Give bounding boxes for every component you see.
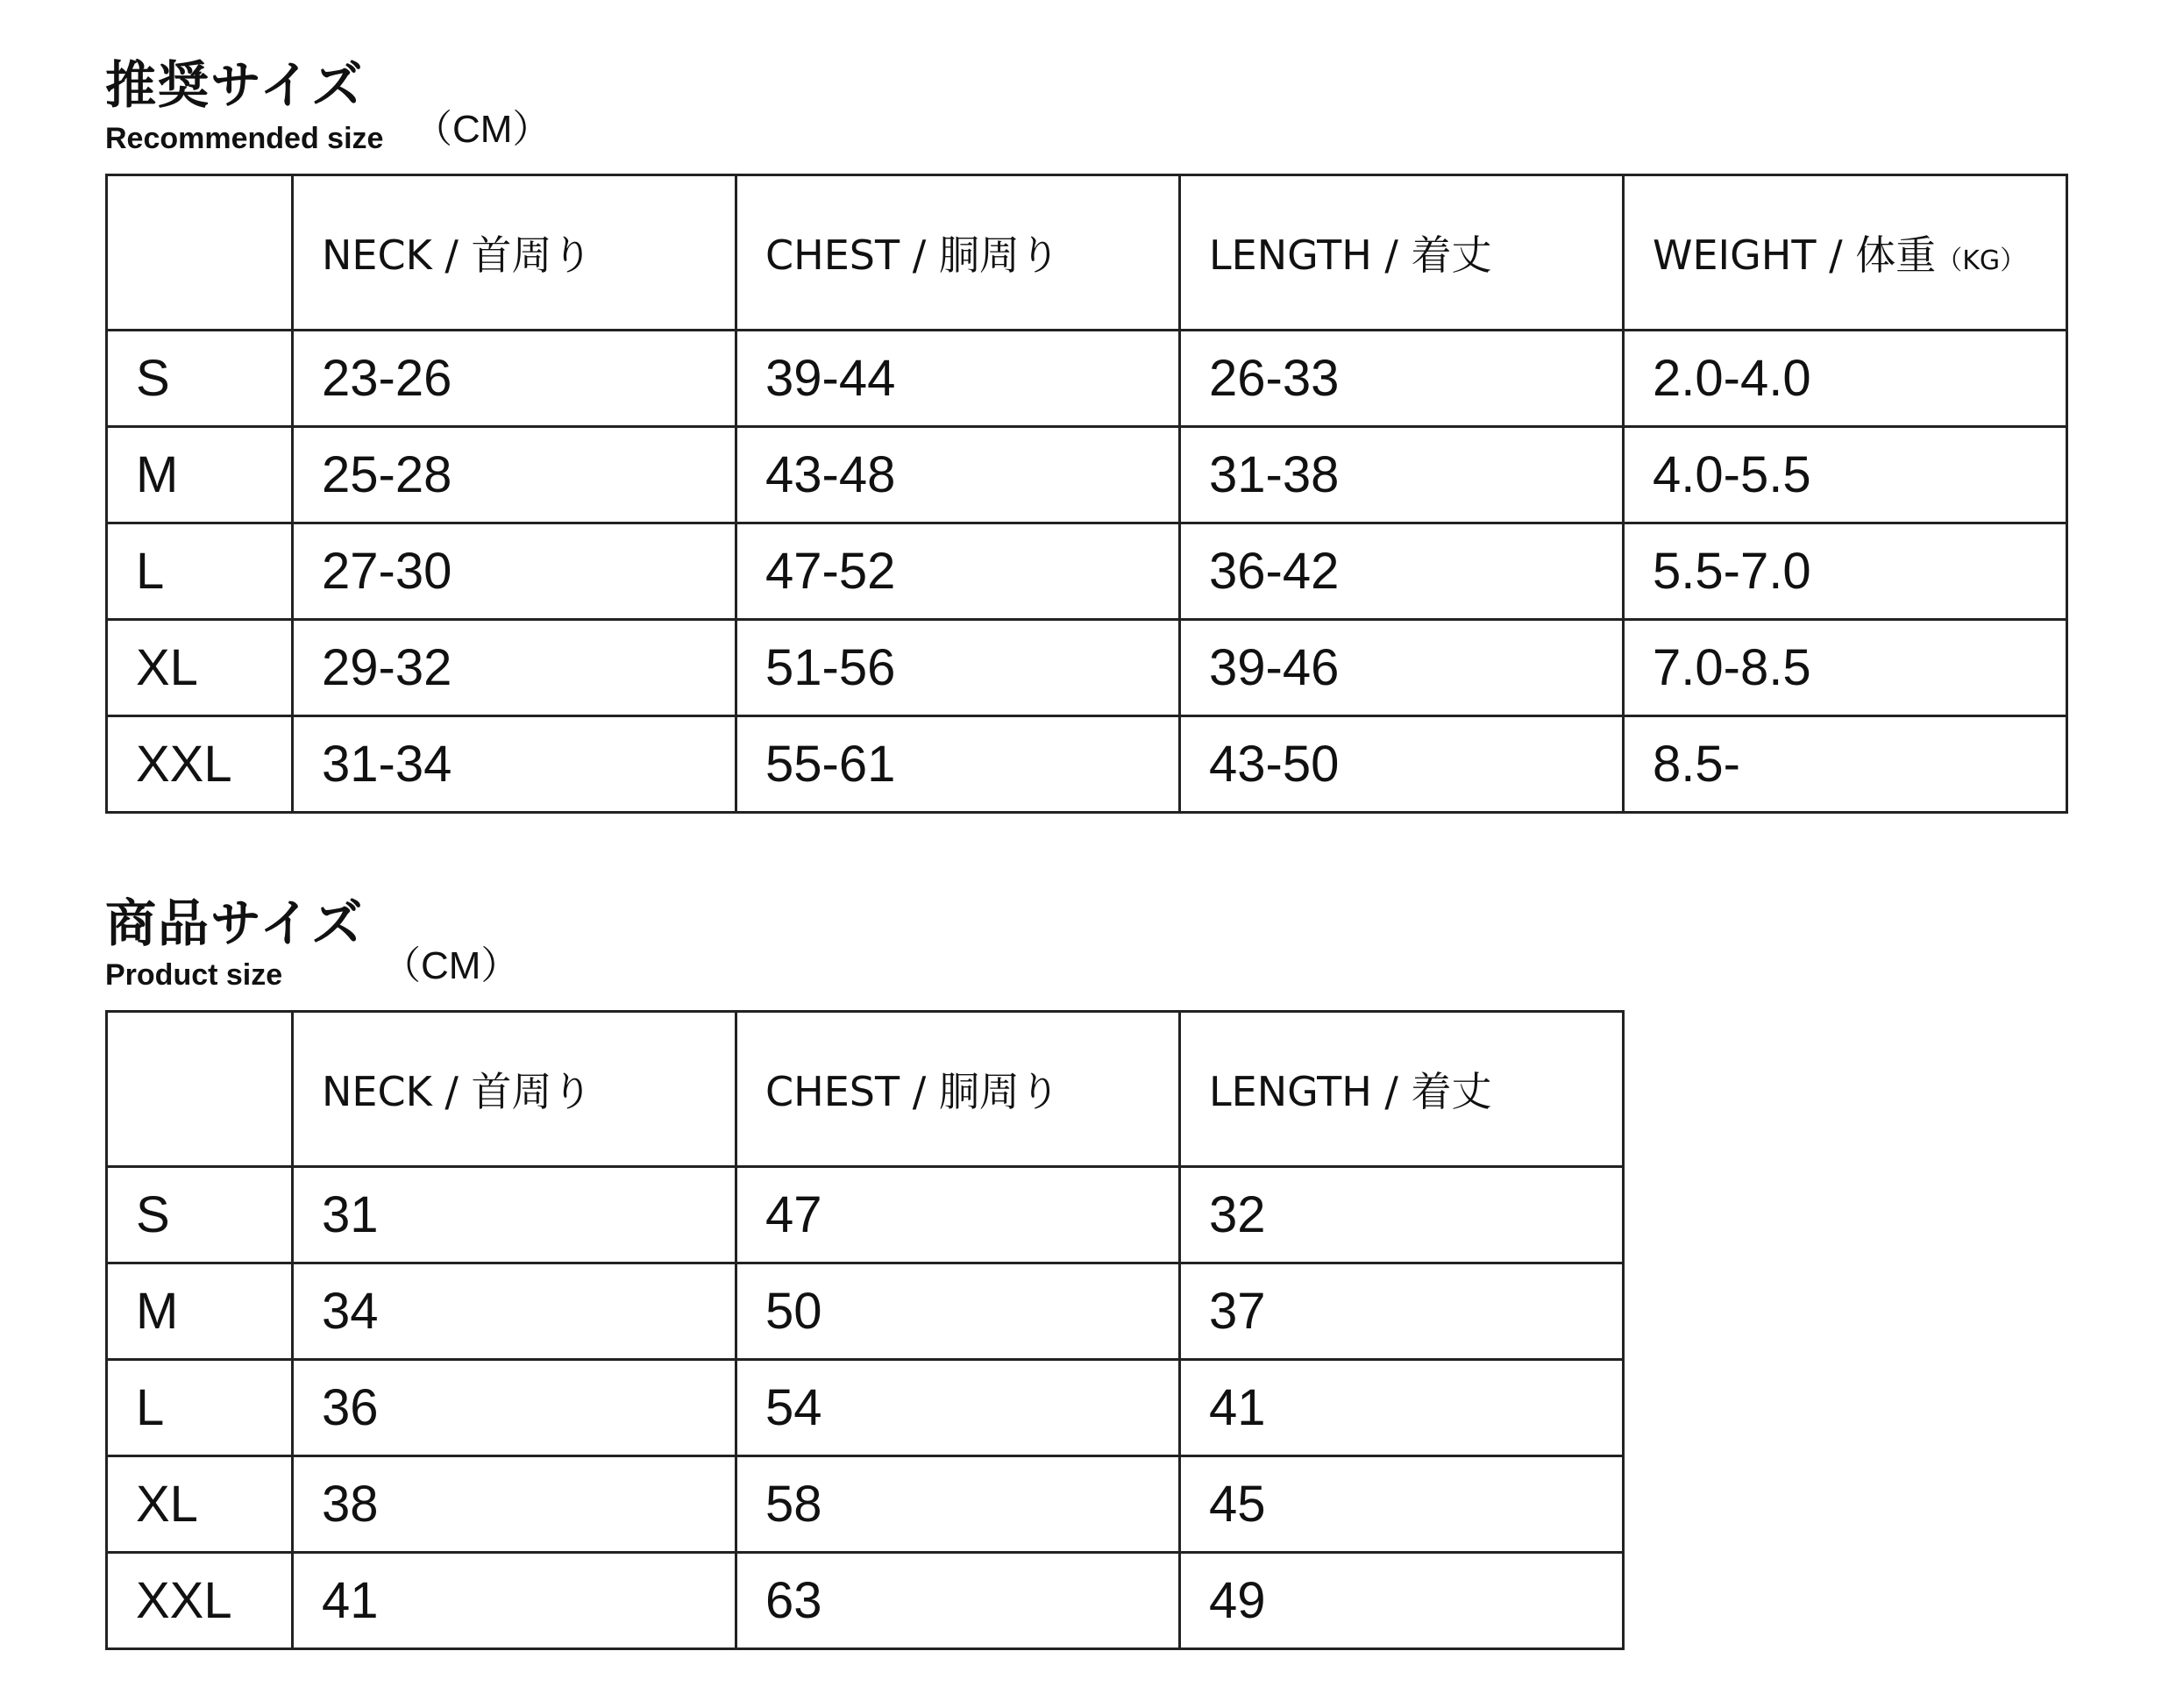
product-subtitle: Product size [105, 958, 283, 992]
neck-value: 23-26 [293, 331, 736, 427]
recommended-unit: （CM） [414, 108, 551, 151]
weight-value: 7.0-8.5 [1624, 620, 2067, 716]
size-label: XL [107, 620, 293, 716]
recommended-title: 推奨サイズ [105, 55, 365, 115]
recommended-size-table [105, 174, 2068, 814]
product-unit: （CM） [382, 944, 520, 987]
header-neck: NECK / 首周り [293, 1012, 736, 1167]
length-value: 45 [1180, 1456, 1624, 1553]
size-label: XXL [107, 716, 293, 813]
neck-value: 27-30 [293, 523, 736, 620]
chest-value: 63 [736, 1553, 1180, 1649]
table-row [107, 1360, 1624, 1456]
neck-value: 36 [293, 1360, 736, 1456]
size-label: L [107, 1360, 293, 1456]
length-value: 31-38 [1180, 427, 1624, 523]
neck-value: 25-28 [293, 427, 736, 523]
table-header-row [107, 1012, 1624, 1167]
length-value: 32 [1180, 1167, 1624, 1263]
table-row [107, 1167, 1624, 1263]
neck-value: 34 [293, 1263, 736, 1360]
neck-value: 31-34 [293, 716, 736, 813]
table-row [107, 1456, 1624, 1553]
length-value: 41 [1180, 1360, 1624, 1456]
length-value: 36-42 [1180, 523, 1624, 620]
weight-value: 8.5- [1624, 716, 2067, 813]
table-row [107, 1263, 1624, 1360]
length-value: 26-33 [1180, 331, 1624, 427]
header-chest: CHEST / 胴周り [736, 175, 1180, 331]
chest-value: 39-44 [736, 331, 1180, 427]
neck-value: 31 [293, 1167, 736, 1263]
table-header-row [107, 175, 2067, 331]
table-row [107, 620, 2067, 716]
neck-value: 38 [293, 1456, 736, 1553]
header-weight-label: WEIGHT / 体重 [1653, 231, 1937, 279]
chest-value: 47-52 [736, 523, 1180, 620]
weight-value: 2.0-4.0 [1624, 331, 2067, 427]
size-label: XXL [107, 1553, 293, 1649]
recommended-subtitle: Recommended size [105, 122, 384, 155]
header-cell-empty [107, 1012, 293, 1167]
header-weight-unit: （KG） [1936, 246, 2027, 276]
chest-value: 54 [736, 1360, 1180, 1456]
neck-value: 29-32 [293, 620, 736, 716]
size-label: M [107, 1263, 293, 1360]
size-label: L [107, 523, 293, 620]
length-value: 37 [1180, 1263, 1624, 1360]
size-label: S [107, 331, 293, 427]
table-row [107, 523, 2067, 620]
size-label: M [107, 427, 293, 523]
size-label: XL [107, 1456, 293, 1553]
weight-value: 5.5-7.0 [1624, 523, 2067, 620]
table-row [107, 716, 2067, 813]
header-chest: CHEST / 胴周り [736, 1012, 1180, 1167]
size-label: S [107, 1167, 293, 1263]
length-value: 49 [1180, 1553, 1624, 1649]
chest-value: 51-56 [736, 620, 1180, 716]
chest-value: 50 [736, 1263, 1180, 1360]
chest-value: 47 [736, 1167, 1180, 1263]
header-length: LENGTH / 着丈 [1180, 175, 1624, 331]
header-cell-empty [107, 175, 293, 331]
header-neck: NECK / 首周り [293, 175, 736, 331]
length-value: 43-50 [1180, 716, 1624, 813]
table-row [107, 331, 2067, 427]
neck-value: 41 [293, 1553, 736, 1649]
chest-value: 43-48 [736, 427, 1180, 523]
product-size-table [105, 1010, 1625, 1650]
table-row [107, 427, 2067, 523]
header-length: LENGTH / 着丈 [1180, 1012, 1624, 1167]
chest-value: 55-61 [736, 716, 1180, 813]
product-title: 商品サイズ [105, 893, 365, 953]
weight-value: 4.0-5.5 [1624, 427, 2067, 523]
table-row [107, 1553, 1624, 1649]
chest-value: 58 [736, 1456, 1180, 1553]
header-weight [1624, 175, 2067, 331]
length-value: 39-46 [1180, 620, 1624, 716]
